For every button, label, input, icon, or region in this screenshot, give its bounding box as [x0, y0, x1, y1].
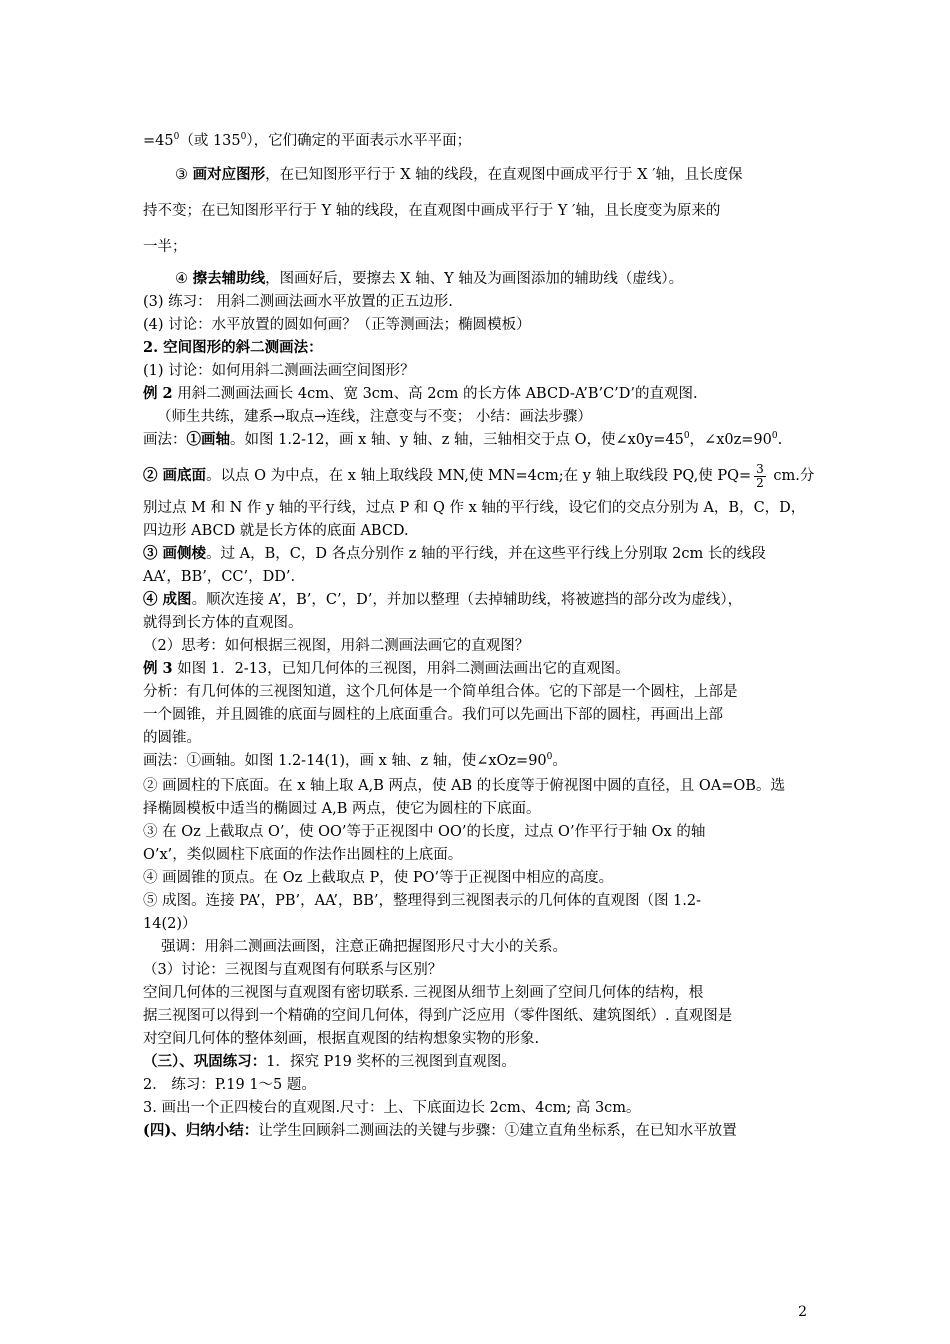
text-line [143, 408, 807, 426]
text: ③ 在 Oz 上截取点 O’，使 OO’等于正视图中 OO’的长度，过点 O’作平行于轴 Ox 的轴 [143, 824, 706, 840]
text: 。过 A，B，C，D 各点分别作 z 轴的平行线，并在这些平行线上分别取 2cm 长的线段 [206, 546, 766, 562]
text-line [143, 132, 807, 152]
text: 的圆锥。 [143, 730, 201, 746]
document-body [143, 120, 815, 1140]
superscript: 0 [240, 132, 247, 142]
text: ，在已知图形平行于 X 轴的线段，在直观图中画成平行于 X ′轴，且长度保 [265, 167, 743, 183]
bold-text: 例 2 [143, 385, 173, 402]
superscript: 0 [771, 431, 778, 441]
text-line [143, 293, 807, 311]
text: 持不变；在已知图形平行于 Y 轴的线段，在直观图中画成平行于 Y ′轴，且长度变为原来的 [143, 203, 721, 219]
text: (1) 讨论：如何用斜二测画法画空间图形？ [143, 363, 415, 379]
text: ④ [175, 271, 193, 287]
text-line [143, 1030, 807, 1048]
text: (3) 练习： 用斜二测画法画水平放置的正五边形. [143, 294, 453, 310]
text: 3. 画出一个正四棱台的直观图.尺寸：上、下底面边长 2cm、4cm; 高 3cm。 [143, 1100, 641, 1116]
text: ），它们确定的平面表示水平平面； [246, 133, 472, 149]
fraction-denominator: 2 [756, 475, 764, 490]
text-line [143, 385, 807, 403]
text: 分析：有几何体的三视图知道，这个几何体是一个简单组合体。它的下部是一个圆柱，上部是 [143, 684, 738, 700]
text: (4) 讨论：水平放置的圆如何画？（正等测画法；椭圆模板） [143, 317, 531, 333]
text-line [143, 1007, 807, 1025]
text: 1．探究 P19 奖杯的三视图到直观图。 [266, 1054, 516, 1070]
text-line [143, 316, 807, 334]
bold-text: 2. 空间图形的斜二测画法： [143, 339, 323, 356]
text-line [143, 568, 807, 586]
fraction [754, 463, 766, 490]
bold-text: 例 3 [143, 660, 173, 677]
text-line [143, 683, 807, 701]
bold-text: 画对应图形 [192, 166, 266, 183]
text: 2． 练习：P.19 1～5 题。 [143, 1077, 316, 1093]
text-line [143, 823, 807, 841]
text-line [143, 1122, 807, 1140]
text: 别过点 M 和 N 作 y 轴的平行线，过点 P 和 Q 作 x 轴的平行线，设它们的交点分别为 A，B，C，D， [143, 500, 806, 516]
text-line [143, 984, 807, 1002]
superscript: 0 [683, 431, 690, 441]
text: （或 135 [179, 133, 241, 149]
text-line [143, 238, 807, 256]
bold-text: ①画轴 [186, 431, 230, 448]
text-line [143, 938, 807, 956]
text: ，∠x0z=90 [689, 432, 772, 448]
text-line [143, 499, 807, 517]
text-line [143, 892, 807, 910]
text: O’x’，类似圆柱下底面的作法作出圆柱的上底面。 [143, 847, 463, 863]
superscript: 0 [546, 752, 553, 762]
text: 强调：用斜二测画法画图，注意正确把握图形尺寸大小的关系。 [161, 939, 567, 955]
text: ⑤ 成图。连接 PA’，PB’，AA’，BB’，整理得到三视图表示的几何体的直观图（图 1.2- [143, 893, 702, 909]
bold-text: （三）、巩固练习： [143, 1053, 267, 1070]
text-line [143, 846, 807, 864]
text: 。顺次连接 A’，B’，C’，D’，并加以整理（去掉辅助线，将被遮挡的部分改为虚线）， [191, 592, 743, 608]
text: cm.分 [768, 468, 815, 484]
text: 择椭圆模板中适当的椭圆过 A,B 两点，使它为圆柱的下底面。 [143, 801, 541, 817]
text: 14(2)） [143, 916, 197, 932]
superscript: 0 [173, 132, 180, 142]
text-line [143, 1099, 807, 1117]
text: 画法： [143, 432, 187, 448]
text: ④ 画圆锥的顶点。在 Oz 上截取点 P，使 PO’等于正视图中相应的高度。 [143, 870, 614, 886]
text-line [143, 1076, 807, 1094]
text: . [777, 432, 783, 448]
text-line [143, 270, 807, 288]
fraction-numerator: 3 [756, 461, 764, 476]
text: （2）思考：如何根据三视图，用斜二测画法画它的直观图？ [143, 638, 530, 654]
text: ，图画好后，要擦去 X 轴、Y 轴及为画图添加的辅助线（虚线）。 [265, 271, 684, 287]
bold-text: 擦去辅助线 [192, 270, 266, 287]
text: （3）讨论：三视图与直观图有何联系与区别？ [143, 962, 443, 978]
text-line [143, 752, 807, 772]
text: 据三视图可以得到一个精确的空间几何体，得到广泛应用（零件图纸、建筑图纸）. 直观图是 [143, 1008, 733, 1024]
text: 。如图 1.2-12，画 x 轴、y 轴、z 轴，三轴相交于点 O，使∠x0y=45 [230, 432, 684, 448]
text-line [143, 660, 807, 678]
page-number: 2 [798, 1304, 807, 1320]
text: 就得到长方体的直观图。 [143, 615, 303, 631]
text-line [143, 362, 807, 380]
section-heading [143, 339, 807, 357]
text-line [143, 461, 815, 491]
bold-text: ③ 画侧棱 [143, 545, 207, 562]
text-line [143, 522, 807, 540]
text: 如图 1．2-13，已知几何体的三视图，用斜二测画法画出它的直观图。 [172, 661, 630, 677]
bold-text: (四)、归纳小结： [143, 1122, 259, 1139]
text-line [143, 706, 807, 724]
text: ③ [175, 167, 193, 183]
text: 让学生回顾斜二测画法的关键与步骤：①建立直角坐标系，在已知水平放置 [258, 1123, 737, 1139]
text-line [143, 202, 807, 220]
text: 对空间几何体的整体刻画，根据直观图的结构想象实物的形象. [143, 1031, 540, 1047]
text-line [143, 777, 807, 795]
text: 。 [552, 753, 567, 769]
text: （师生共练，建系→取点→连线，注意变与不变； 小结：画法步骤） [157, 409, 592, 425]
text-line [143, 961, 807, 979]
text: ② 画圆柱的下底面。在 x 轴上取 A,B 两点，使 AB 的长度等于俯视图中圆的直径，且 OA=OB。选 [143, 778, 785, 794]
text: 一半； [143, 239, 187, 255]
text: 一个圆锥，并且圆锥的底面与圆柱的上底面重合。我们可以先画出下部的圆柱，再画出上部 [143, 707, 723, 723]
text-line [143, 614, 807, 632]
text: =45 [143, 133, 174, 149]
text: 画法：①画轴。如图 1.2-14(1)，画 x 轴、z 轴，使∠xOz=90 [143, 753, 547, 769]
text: AA’，BB’，CC’，DD’. [143, 569, 296, 585]
text-line [143, 431, 807, 451]
text-line [143, 915, 807, 933]
text: 空间几何体的三视图与直观图有密切联系. 三视图从细节上刻画了空间几何体的结构，根 [143, 985, 704, 1001]
text: 。以点 O 为中点，在 x 轴上取线段 MN,使 MN=4cm;在 y 轴上取线段 PQ,使 PQ= [206, 468, 752, 484]
text-line [143, 545, 807, 563]
text-line [143, 800, 807, 818]
text-line [143, 591, 807, 609]
text: 用斜二测画法画长 4cm、宽 3cm、高 2cm 的长方体 ABCD-A’B’C’D’的直观图. [172, 386, 698, 402]
text-line [143, 637, 807, 655]
text-line [143, 729, 807, 747]
text: 四边形 ABCD 就是长方体的底面 ABCD. [143, 523, 409, 539]
text-line [143, 869, 807, 887]
bold-text: ④ 成图 [143, 591, 192, 608]
bold-text: ② 画底面 [143, 467, 207, 484]
text-line [143, 166, 807, 184]
text-line [143, 1053, 807, 1071]
